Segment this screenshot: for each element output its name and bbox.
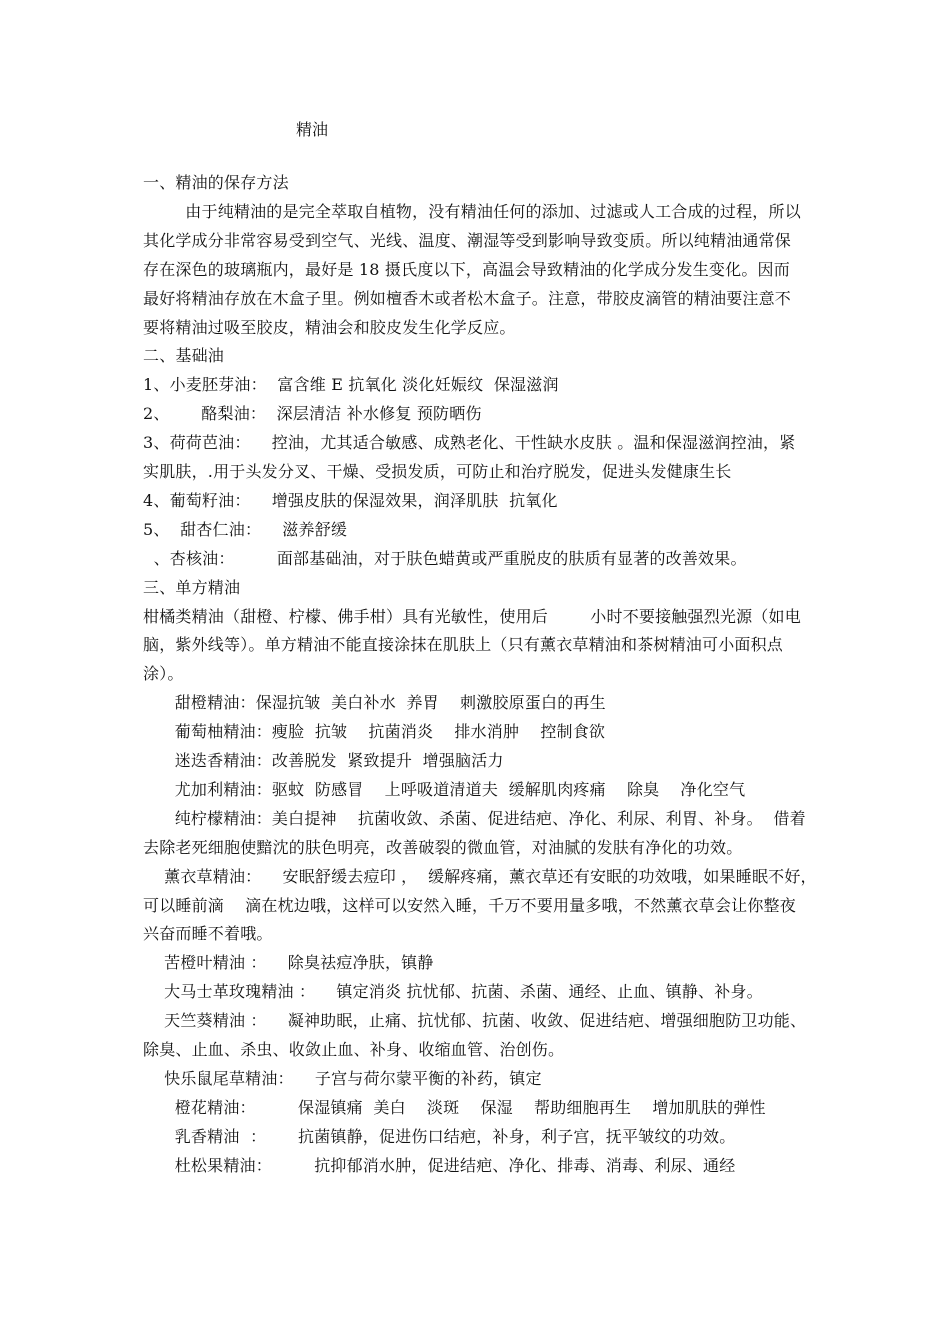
text-line: 3、荷荷芭油： 控油，尤其适合敏感、成熟老化、干性缺水皮肤 。温和保湿滋润控油，紧 [143,433,796,453]
text-line: 去除老死细胞使黯沈的肤色明亮，改善破裂的微血管，对油腻的发肤有净化的功效。 [143,837,743,857]
text-line: 、杏核油： 面部基础油，对于肤色蜡黄或严重脱皮的肤质有显著的改善效果。 [143,548,747,568]
text-line: 葡萄柚精油：瘦脸 抗皱 抗菌消炎 排水消肿 控制食欲 [143,722,606,742]
text-line: 兴奋而睡不着哦。 [143,924,273,944]
document-title: 精油 [296,120,329,139]
text-line: 涂）。 [143,664,184,684]
text-line: 三、单方精油 [143,577,241,597]
text-line: 甜橙精油：保湿抗皱 美白补水 养胃 刺激胶原蛋白的再生 [143,693,606,713]
text-line: 5、 甜杏仁油： 滋养舒缓 [143,519,348,539]
text-line: 尤加利精油：驱蚊 防感冒 上呼吸道清道夫 缓解肌肉疼痛 除臭 净化空气 [143,779,746,799]
text-line: 薰衣草精油： 安眠舒缓去痘印 ， 缓解疼痛，薰衣草还有安眠的功效哦，如果睡眠不好， [143,866,817,886]
text-line: 最好将精油存放在木盒子里。例如檀香木或者松木盒子。注意，带胶皮滴管的精油要注意不 [143,288,792,308]
text-line: 乳香精油 ： 抗菌镇静，促进伤口结疤，补身，利子宫，抚平皱纹的功效。 [143,1126,736,1146]
text-line: 可以睡前滴 滴在枕边哦，这样可以安然入睡，千万不要用量多哦，不然薰衣草会让你整夜 [143,895,796,915]
text-line: 脑，紫外线等）。单方精油不能直接涂抹在肌肤上（只有薰衣草精油和茶树精油可小面积点 [143,635,784,655]
text-line: 1、小麦胚芽油： 富含维 E 抗氧化 淡化妊娠纹 保湿滋润 [143,375,559,395]
text-line: 存在深色的玻璃瓶内，最好是 18 摄氏度以下，高温会导致精油的化学成分发生变化。因而 [143,259,790,279]
text-line: 实肌肤，.用于头发分叉、干燥、受损发质，可防止和治疗脱发，促进头发健康生长 [143,462,732,481]
text-line: 纯柠檬精油：美白提神 抗菌收敛、杀菌、促进结疤、净化、利尿、利胃、补身。 借着 [143,808,806,828]
text-line: 除臭、止血、杀虫、收敛止血、补身、收缩血管、治创伤。 [143,1040,565,1059]
text-line: 2、 酪梨油： 深层清洁 补水修复 预防晒伤 [143,404,482,424]
text-line: 天竺葵精油 ： 凝神助眠，止痛、抗忧郁、抗菌、收敛、促进结疤、增强细胞防卫功能、 [143,1011,807,1031]
text-line: 由于纯精油的是完全萃取自植物，没有精油任何的添加、过滤或人工合成的过程，所以 [143,201,801,221]
text-line: 迷迭香精油：改善脱发 紧致提升 增强脑活力 [143,751,504,770]
text-line: 二、基础油 [143,346,225,366]
text-line: 要将精油过吸至胶皮，精油会和胶皮发生化学反应。 [143,317,516,337]
text-line: 橙花精油： 保湿镇痛 美白 淡斑 保湿 帮助细胞再生 增加肌肤的弹性 [143,1097,766,1117]
text-line: 大马士革玫瑰精油 ： 镇定消炎 抗忧郁、抗菌、杀菌、通经、止血、镇静、补身。 [143,982,763,1002]
text-line: 杜松果精油： 抗抑郁消水肿，促进结疤、净化、排毒、消毒、利尿、通经 [143,1155,736,1175]
text-line: 4、葡萄籽油： 增强皮肤的保湿效果，润泽肌肤 抗氧化 [143,490,558,510]
text-line: 柑橘类精油（甜橙、柠檬、佛手柑）具有光敏性，使用后 小时不要接触强烈光源（如电 [143,606,801,626]
text-line: 其化学成分非常容易受到空气、光线、温度、潮湿等受到影响导致变质。所以纯精油通常保 [143,230,792,250]
text-line: 一、精油的保存方法 [143,173,289,192]
text-line: 苦橙叶精油 ： 除臭祛痘净肤，镇静 [143,953,434,973]
text-line: 快乐鼠尾草精油： 子宫与荷尔蒙平衡的补药，镇定 [143,1068,542,1088]
